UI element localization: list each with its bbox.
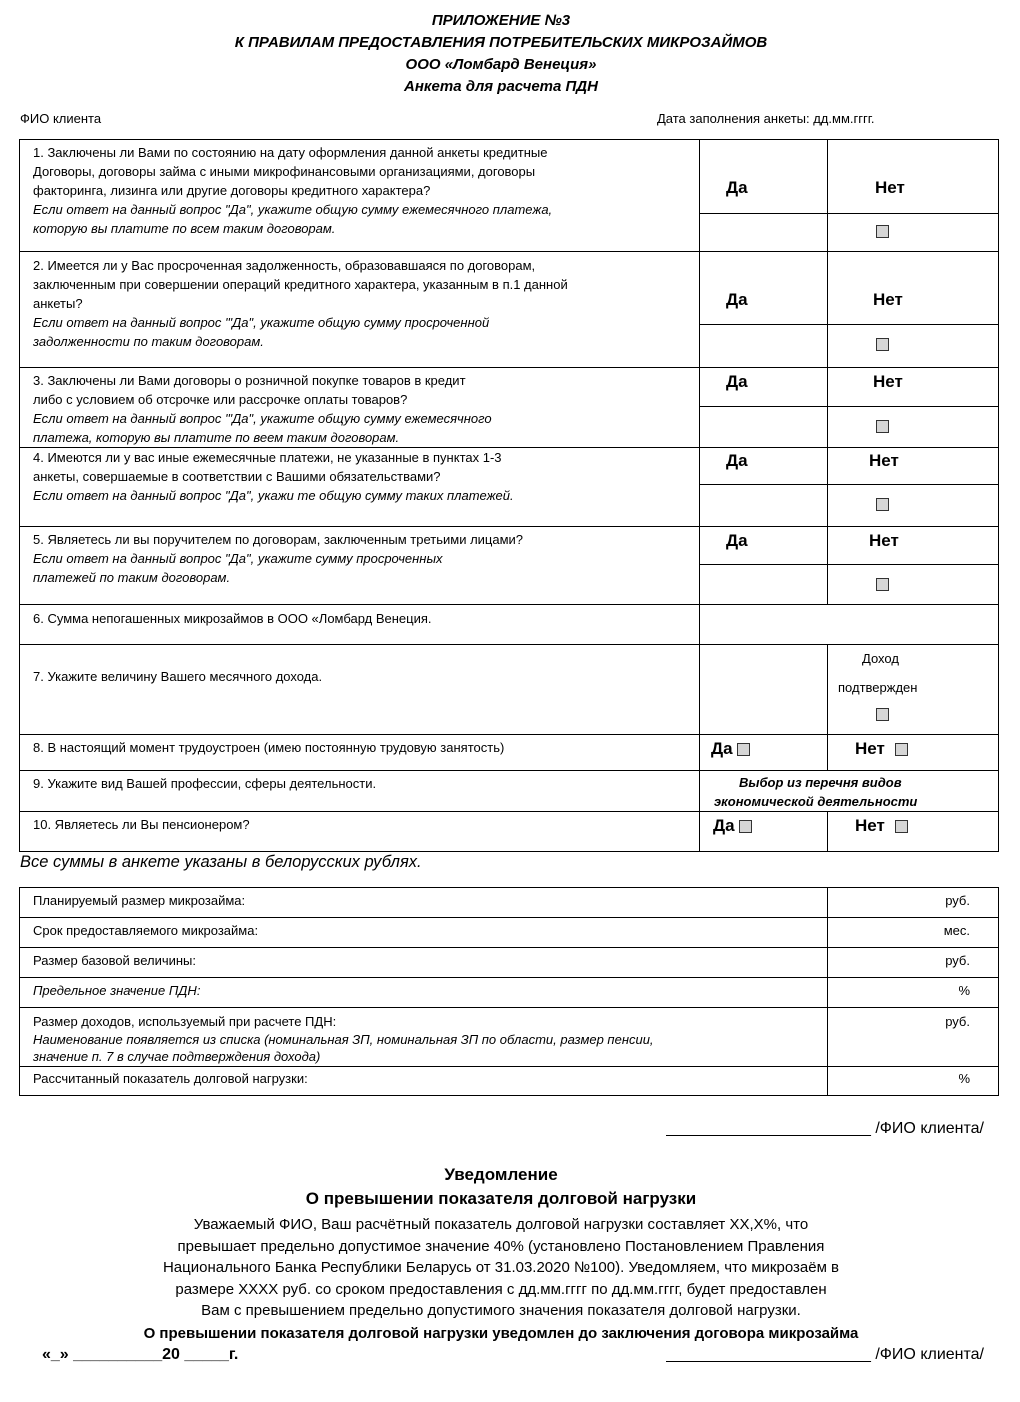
q4-yes-label: Да xyxy=(726,451,748,470)
question-row-9 xyxy=(20,771,999,812)
base-value-field[interactable]: руб. xyxy=(828,948,999,978)
date-blank[interactable]: «_» __________20 _____г. xyxy=(42,1346,239,1363)
appendix-title: ПРИЛОЖЕНИЕ №3 xyxy=(431,12,571,29)
income-confirmed-label-2: подтвержден xyxy=(838,680,918,695)
question-7-text: 7. Укажите величину Вашего месячного дохода. xyxy=(33,669,323,684)
q5-no-label: Нет xyxy=(869,531,899,550)
income-confirmed-checkbox[interactable] xyxy=(876,708,889,721)
q2-amount-field[interactable] xyxy=(700,325,828,368)
question-row-4 xyxy=(20,448,999,485)
questionnaire-table xyxy=(19,139,999,852)
activity-choice-line-1: Выбор из перечня видов xyxy=(739,775,902,790)
question-2-text: 2. Имеется ли у Вас просроченная задолженность, образовавшаяся по договорам, заключенным при совершении операций кредитного характера, указанным в п.1 данной анкеты? Если ответ на данный вопрос '"Да", укажите общую сумму просроченной задолженности по таким договорам. xyxy=(20,252,700,368)
company-name: ООО «Ломбард Венеция» xyxy=(405,56,597,73)
q3-no-checkbox[interactable] xyxy=(876,420,889,433)
q4-no-checkbox[interactable] xyxy=(876,498,889,511)
question-row-10 xyxy=(20,812,999,852)
question-row-7 xyxy=(20,645,999,735)
term-field[interactable]: мес. xyxy=(828,918,999,948)
q2-no-checkbox[interactable] xyxy=(876,338,889,351)
debt-load-field[interactable]: % xyxy=(828,1067,999,1096)
q1-no-checkbox[interactable] xyxy=(876,225,889,238)
client-signature-line-2[interactable]: _______________________ /ФИО клиента/ xyxy=(666,1346,984,1363)
q4-amount-field[interactable] xyxy=(700,485,828,527)
question-row-3 xyxy=(20,368,999,407)
question-row-8 xyxy=(20,735,999,771)
currency-note: Все суммы в анкете указаны в белорусских рублях. xyxy=(20,853,422,871)
q10-no-checkbox[interactable] xyxy=(895,820,908,833)
client-name-label: ФИО клиента xyxy=(20,111,102,126)
q3-yes-label: Да xyxy=(726,372,748,391)
calc-row-term: Срок предоставляемого микрозайма: мес. xyxy=(20,918,999,948)
notice-line-4: размере ХХХХ руб. со сроком предоставления с дд.мм.гггг по дд.мм.гггг, будет предоставлен xyxy=(175,1281,827,1298)
q1-amount-field[interactable] xyxy=(700,214,828,252)
q7-income-field[interactable] xyxy=(700,645,828,735)
client-signature-line[interactable]: _______________________ /ФИО клиента/ xyxy=(666,1120,984,1137)
notice-title: Уведомление xyxy=(444,1165,558,1184)
limit-field[interactable]: % xyxy=(828,978,999,1008)
notice-line-3: Национального Банка Республики Беларусь от 31.03.2020 №100). Уведомляем, что микрозаём в xyxy=(162,1259,840,1276)
notice-line-5: Вам с превышением предельно допустимого значения показателя долговой нагрузки. xyxy=(201,1302,801,1319)
q4-no-label: Нет xyxy=(869,451,899,470)
q8-yes-checkbox[interactable] xyxy=(737,743,750,756)
question-5-text: 5. Являетесь ли вы поручителем по договорам, заключенным третьими лицами? Если ответ на данный вопрос "Да", укажите сумму просроченных платежей по таким договорам. xyxy=(20,527,700,605)
q3-no-label: Нет xyxy=(873,372,903,391)
q1-no-label: Нет xyxy=(875,178,905,197)
q10-no-label: Нет xyxy=(855,816,885,835)
activity-select[interactable] xyxy=(700,771,999,812)
income-confirmed-label-1: Доход xyxy=(862,651,899,666)
rules-title: К ПРАВИЛАМ ПРЕДОСТАВЛЕНИЯ ПОТРЕБИТЕЛЬСКИХ МИКРОЗАЙМОВ xyxy=(234,34,768,51)
q3-amount-field[interactable] xyxy=(700,406,828,447)
notice-line-2: превышает предельно допустимое значение 40% (установлено Постановлением Правления xyxy=(177,1238,825,1255)
q6-amount-field[interactable] xyxy=(700,605,999,645)
question-row-2 xyxy=(20,252,999,325)
loan-amount-field[interactable]: руб. xyxy=(828,888,999,918)
calc-row-debt-load: Рассчитанный показатель долговой нагрузки: % xyxy=(20,1067,999,1096)
q8-no-label: Нет xyxy=(855,739,885,758)
question-9-text: 9. Укажите вид Вашей профессии, сферы деятельности. xyxy=(33,776,377,791)
question-row-5 xyxy=(20,527,999,565)
form-title: Анкета для расчета ПДН xyxy=(404,78,598,95)
calc-row-income: Размер доходов, используемый при расчете ПДН: Наименование появляется из списка (номинальная ЗП, номинальная ЗП по области, размер пенсии, значение п. 7 в случае подтверждения дохода) руб. xyxy=(20,1008,999,1067)
notice-line-1: Уважаемый ФИО, Ваш расчётный показатель долговой нагрузки составляет ХХ,Х%, что xyxy=(193,1216,809,1233)
calculation-table xyxy=(19,887,999,1096)
notice-subtitle: О превышении показателя долговой нагрузки xyxy=(305,1189,697,1208)
q8-no-checkbox[interactable] xyxy=(895,743,908,756)
q10-yes-checkbox[interactable] xyxy=(739,820,752,833)
calc-row-base-value: Размер базовой величины: руб. xyxy=(20,948,999,978)
question-3-text: 3. Заключены ли Вами договоры о розничной покупке товаров в кредит либо с условием об отсрочке или рассрочке оплаты товаров? Если ответ на данный вопрос '"Да", укажите общую сумму ежемесячного платежа, которую вы платите по веем таким договорам. xyxy=(20,368,700,448)
q5-amount-field[interactable] xyxy=(700,565,828,605)
q2-no-label: Нет xyxy=(873,290,903,309)
calc-row-limit: Предельное значение ПДН: % xyxy=(20,978,999,1008)
calc-row-loan-amount: Планируемый размер микрозайма: руб. xyxy=(20,888,999,918)
q8-yes-label: Да xyxy=(711,739,733,758)
question-10-text: 10. Являетесь ли Вы пенсионером? xyxy=(33,817,250,832)
question-row-1 xyxy=(20,140,999,214)
question-row-6 xyxy=(20,605,999,645)
income-field[interactable]: руб. xyxy=(828,1008,999,1067)
question-1-text: 1. Заключены ли Вами по состоянию на дату оформления данной анкеты кредитные Договоры, договоры займа с иными микрофинансовыми организациями, договоры факторинга, лизинга или другие договоры кредитного характера? Если ответ на данный вопрос "Да", укажите общую сумму ежемесячного платежа, которую вы платите по всем таким договорам. xyxy=(20,140,700,252)
notice-acknowledgement: О превышении показателя долговой нагрузки уведомлен до заключения договора микрозайма xyxy=(143,1325,859,1342)
question-4-text: 4. Имеются ли у вас иные ежемесячные платежи, не указанные в пунктах 1-3 анкеты, совершаемые в соответствии с Вашими обязательствами? Если ответ на данный вопрос "Да", укажи те общую сумму таких платежей. xyxy=(20,448,700,527)
question-8-text: 8. В настоящий момент трудоустроен (имею постоянную трудовую занятость) xyxy=(33,740,505,755)
q5-no-checkbox[interactable] xyxy=(876,578,889,591)
q5-yes-label: Да xyxy=(726,531,748,550)
q1-yes-label: Да xyxy=(726,178,748,197)
fill-date-label: Дата заполнения анкеты: дд.мм.гггг. xyxy=(657,111,875,126)
q10-yes-label: Да xyxy=(713,816,735,835)
q2-yes-label: Да xyxy=(726,290,748,309)
activity-choice-line-2: экономической деятельности xyxy=(714,794,918,809)
question-6-text: 6. Сумма непогашенных микрозаймов в ООО «Ломбард Венеция. xyxy=(33,611,432,626)
